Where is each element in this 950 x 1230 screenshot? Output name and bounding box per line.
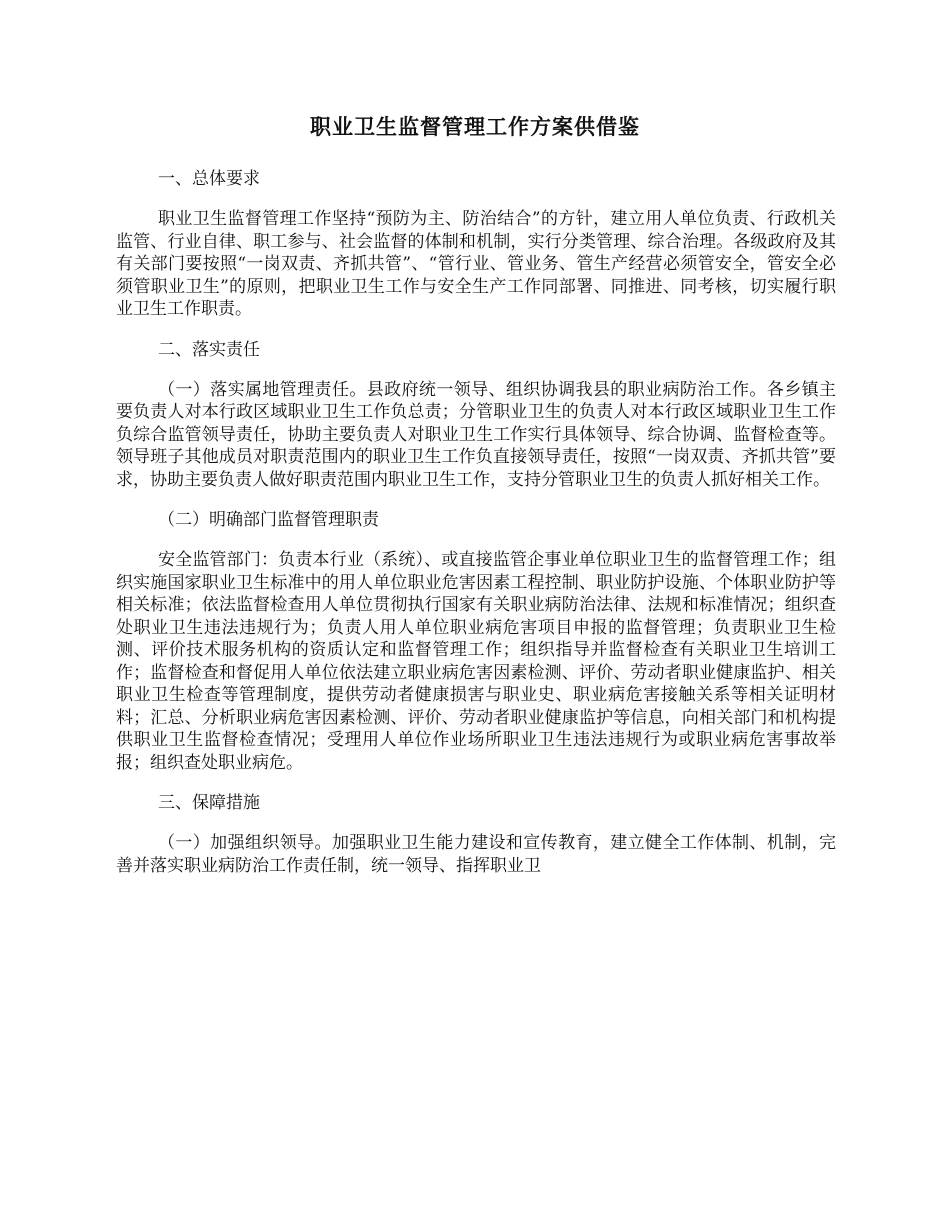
section-2-subparagraph-1: 安全监管部门：负责本行业（系统）、或直接监管企事业单位职业卫生的监督管理工作；组织实施国家职业卫生标准中的用人单位职业危害因素工程控制、职业防护设施、个体职业防护等相关标准；依法监督检查用人单位贯彻执行国家有关职业病防治法律、法规和标准情况；组织查处职业卫生违法违规行为；负责人用人单位职业病危害项目申报的监督管理；负责职业卫生检测、评价技术服务机构的资质认定和监督管理工作；组织指导并监督检查有关职业卫生培训工作；监督检查和督促用人单位依法建立职业病危害因素检测、评价、劳动者职业健康监护、相关职业卫生检查等管理制度，提供劳动者健康损害与职业史、职业病危害接触关系等相关证明材料；汇总、分析职业病危害因素检测、评价、劳动者职业健康监护等信息，向相关部门和机构提供职业卫生监督检查情况；受理用人单位作业场所职业卫生违法违规行为或职业病危害事故举报；组织查处职业病危。 <box>116 550 836 773</box>
document-title: 职业卫生监督管理工作方案供借鉴 <box>310 115 640 139</box>
section-2-paragraph-1: （一）落实属地管理责任。县政府统一领导、组织协调我县的职业病防治工作。各乡镇主要负责人对本行政区域职业卫生工作负总责；分管职业卫生的负责人对本行政区域职业卫生工作负综合监管领导责任，协助主要负责人对职业卫生工作实行具体领导、综合协调、监督检查等。领导班子其他成员对职责范围内的职业卫生工作负直接领导责任，按照“一岗双责、齐抓共管”要求，协助主要负责人做好职责范围内职业卫生工作，支持分管职业卫生的负责人抓好相关工作。 <box>116 379 836 490</box>
section-1-paragraph-1: 职业卫生监督管理工作坚持“预防为主、防治结合”的方针，建立用人单位负责、行政机关监管、行业自律、职工参与、社会监督的体制和机制，实行分类管理、综合治理。各级政府及其有关部门要按照“一岗双责、齐抓共管”、“管行业、管业务、管生产经营必须管安全，管安全必须管职业卫生”的原则，把职业卫生工作与安全生产工作同部署、同推进、同考核，切实履行职业卫生工作职责。 <box>116 209 836 319</box>
section-heading-3: 三、保障措施 <box>158 793 260 813</box>
section-heading-1: 一、总体要求 <box>158 169 260 189</box>
document-body <box>116 164 836 877</box>
section-3-paragraph-1: （一）加强组织领导。加强职业卫生能力建设和宣传教育，建立健全工作体制、机制，完善并落实职业病防治工作责任制，统一领导、指挥职业卫 <box>116 833 836 876</box>
section-2-subheading: （二）明确部门监督管理职责 <box>158 510 379 530</box>
section-heading-2: 二、落实责任 <box>158 339 260 360</box>
